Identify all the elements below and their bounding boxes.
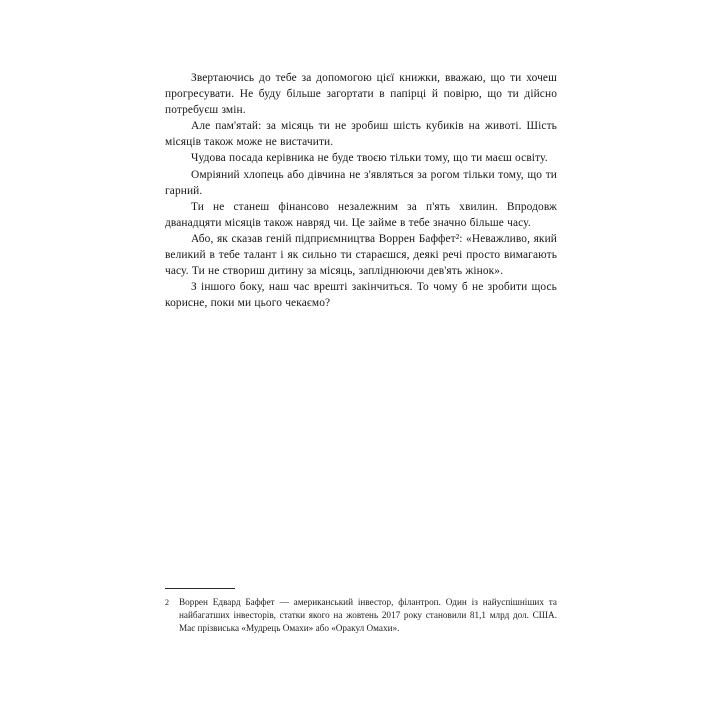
paragraph-3: Чудова посада керівника не буде твоєю тільки тому, що ти маєш освіту. (191, 152, 548, 165)
footnote-text: Воррен Едвард Баффет — американський інвестор, філантроп. Один із найуспішніших та найбагатших інвесторів, статки якого на жовтень 2017 року становили 81,1 млрд дол. США. Має прізвиська «Мудрець Омахи» або «Оракул Омахи». (179, 597, 557, 634)
paragraph-4: Омріяний хлопець або дівчина не з'являться за рогом тільки тому, що ти гарний. (165, 168, 557, 197)
footnote-separator-rule (165, 588, 235, 589)
footnote-entry (165, 596, 557, 636)
footnote-marker: 2 (165, 598, 169, 607)
paragraph-7: З іншого боку, наш час врешті закінчиться. То чому б не зробити щось корисне, поки ми цього чекаємо? (165, 281, 557, 310)
paragraph-6-with-footnote-ref: Або, як сказав геній підприємництва Воррен Баффет²: «Неважливо, який великий в тебе талант і як сильно ти стараєшся, деякі речі просто вимагають часу. Ти не створиш дитину за місяць, запліднюючи дев'ять жінок». (165, 232, 557, 278)
footnote-area (165, 588, 557, 636)
paragraph-5: Ти не станеш фінансово незалежним за п'ять хвилин. Впродовж дванадцяти місяців також навряд чи. Це займе в тебе значно більше часу. (165, 200, 557, 229)
paragraph-1: Звертаючись до тебе за допомогою цієї книжки, вважаю, що ти хочеш прогресувати. Не буду більше загортати в папірці й повірю, що ти дійсно потребуєш змін. (165, 72, 557, 117)
body-text-block (165, 70, 557, 311)
paragraph-2: Але пам'ятай: за місяць ти не зробиш шість кубиків на животі. Шість місяців також може не вистачити. (165, 120, 557, 149)
